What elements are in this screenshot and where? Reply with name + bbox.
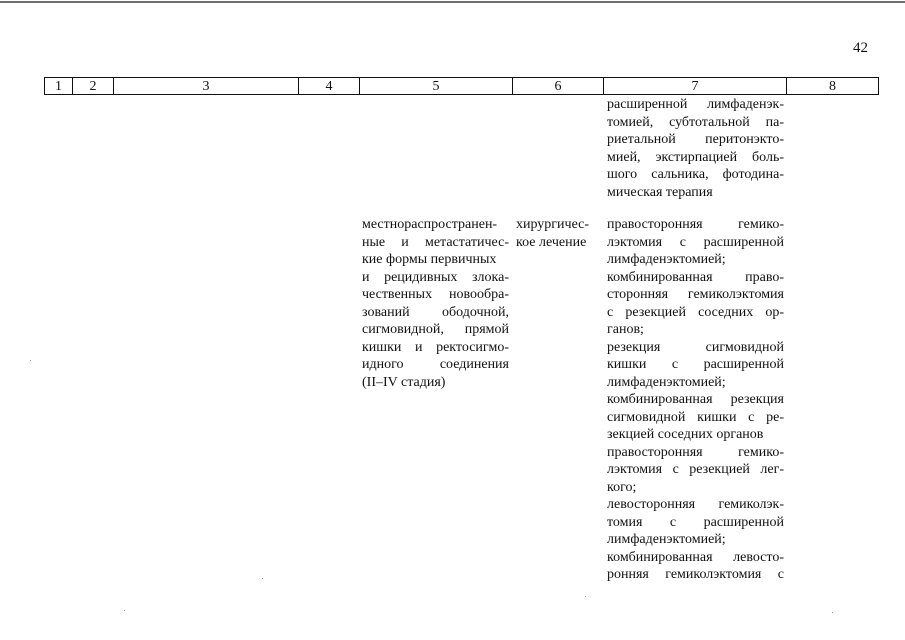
text-line: и рецидивных злока- (362, 269, 509, 285)
column-number-header (44, 77, 879, 95)
text-line: сигмовидной, прямой (362, 322, 509, 337)
text-line: кишки с расширенной (607, 357, 784, 372)
column-number-2: 2 (73, 78, 114, 95)
column-number-5: 5 (360, 78, 513, 95)
column-number-1: 1 (45, 78, 73, 95)
column-number-6: 6 (513, 78, 604, 95)
text-line: лэктомия с расширенной (607, 234, 784, 250)
scan-speck (124, 610, 125, 611)
text-line: лэктомия с резекцией лег- (607, 462, 784, 477)
text-line: сторонняя гемиколэктомия (607, 287, 784, 302)
text-line: хирургичес- (516, 217, 590, 232)
text-line: томией, субтотальной па- (607, 114, 784, 130)
column-number-4: 4 (299, 78, 360, 95)
column-number-7: 7 (604, 78, 787, 95)
text-line: мическая терапия (607, 184, 713, 200)
text-line: (II–IV стадия) (362, 374, 446, 390)
page-number: 42 (853, 40, 868, 56)
top-border-line (0, 1, 905, 3)
treatment-type-cell (516, 216, 596, 251)
text-line: шого сальника, фотодина- (607, 167, 784, 182)
text-line: ронняя гемиколэктомия с (607, 567, 784, 582)
text-line: сигмовидной кишки с ре- (607, 409, 784, 425)
column-number-3: 3 (114, 78, 299, 95)
text-line: комбинированная левосто- (607, 549, 784, 565)
text-line: кое лечение (516, 234, 587, 250)
text-line: комбинированная резекция (607, 392, 784, 407)
text-line: зекцией соседних органов (607, 427, 764, 442)
treatment-methods-cell (607, 216, 784, 584)
scan-speck (585, 596, 586, 597)
text-line: кие формы первичных (362, 252, 497, 267)
text-line: правосторонняя гемико- (607, 444, 784, 460)
text-line: с резекцией соседних ор- (607, 304, 784, 320)
column-number-8: 8 (787, 78, 879, 95)
text-line: лимфаденэктомией; (607, 374, 726, 390)
text-line: идного соединения (362, 357, 509, 372)
text-line: чественных новообра- (362, 287, 509, 302)
diagnosis-cell (362, 216, 509, 391)
text-line: мией, экстирпацией боль- (607, 149, 784, 165)
treatment-methods-continuation (607, 96, 784, 201)
text-line: риетальной перитонэкто- (607, 132, 784, 147)
text-line: кого; (607, 479, 637, 495)
scan-speck (30, 360, 31, 361)
text-line: зований ободочной, (362, 304, 509, 320)
text-line: резекция сигмовидной (607, 339, 784, 355)
text-line: лимфаденэктомией; (607, 532, 726, 547)
text-line: томия с расширенной (607, 514, 784, 530)
text-line: лимфаденэктомией; (607, 252, 726, 267)
scan-speck (832, 612, 833, 613)
text-line: правосторонняя гемико- (607, 217, 784, 232)
text-line: ные и метастатичес- (362, 234, 509, 250)
text-line: комбинированная право- (607, 269, 784, 285)
text-line: ганов; (607, 322, 644, 337)
text-line: кишки и ректосигмо- (362, 339, 509, 355)
scan-speck (262, 578, 263, 579)
text-line: расширенной лимфаденэк- (607, 97, 784, 112)
text-line: левосторонняя гемиколэк- (607, 497, 784, 512)
text-line: местнораспространен- (362, 217, 498, 232)
